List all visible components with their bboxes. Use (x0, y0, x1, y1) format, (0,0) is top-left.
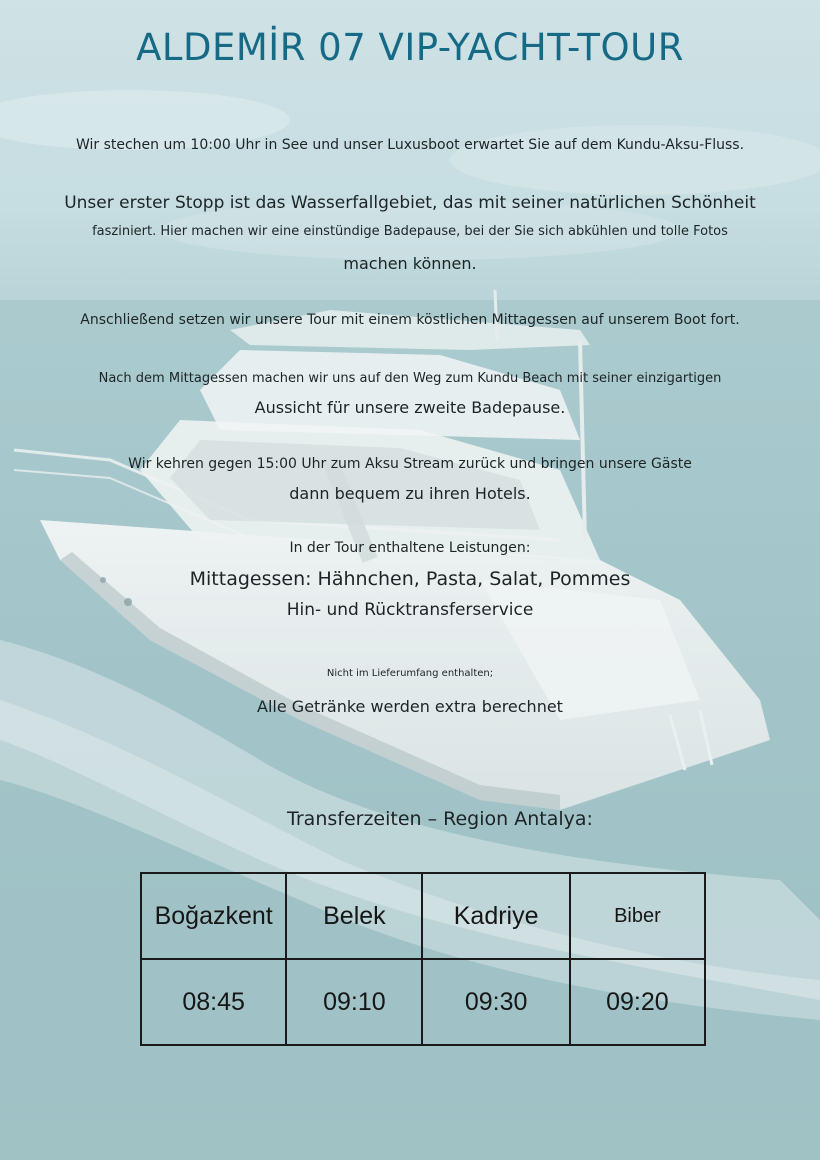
included-heading: In der Tour enthaltene Leistungen: (289, 540, 531, 556)
text-lunch: Anschließend setzen wir unsere Tour mit einem köstlichen Mittagessen auf unserem Boot fort. (80, 312, 740, 328)
location-bogazkent: Boğazkent (141, 873, 286, 959)
transfer-times-table (140, 872, 706, 1046)
text-first-stop-cont: fasziniert. Hier machen wir eine einstündige Badepause, bei der Sie sich abkühlen und tolle Fotos (92, 224, 728, 239)
page-title: ALDEMİR 07 VIP-YACHT-TOUR (136, 26, 684, 69)
text-return-cont: dann bequem zu ihren Hotels. (289, 484, 531, 503)
excluded-item-drinks: Alle Getränke werden extra berechnet (257, 697, 563, 716)
text-start-time: Wir stechen um 10:00 Uhr in See und unser Luxusboot erwartet Sie auf dem Kundu-Aksu-Fluss. (75, 137, 745, 153)
time-belek: 09:10 (286, 959, 422, 1045)
text-first-stop: Unser erster Stopp ist das Wasserfallgebiet, das mit seiner natürlichen Schönheit (64, 193, 756, 213)
text-kundu-beach: Nach dem Mittagessen machen wir uns auf den Weg zum Kundu Beach mit seiner einzigartigen (98, 371, 722, 386)
text-first-stop-end: machen können. (343, 254, 477, 273)
included-item-lunch: Mittagessen: Hähnchen, Pasta, Salat, Pommes (189, 568, 631, 590)
location-biber: Biber (570, 873, 705, 959)
time-biber: 09:20 (570, 959, 705, 1045)
table-row (141, 873, 705, 959)
transfer-heading: Transferzeiten – Region Antalya: (287, 808, 593, 830)
time-bogazkent: 08:45 (141, 959, 286, 1045)
included-item-transfer: Hin- und Rücktransferservice (286, 600, 534, 620)
text-return: Wir kehren gegen 15:00 Uhr zum Aksu Stream zurück und bringen unsere Gäste (128, 456, 692, 472)
location-belek: Belek (286, 873, 422, 959)
excluded-heading: Nicht im Lieferumfang enthalten; (326, 668, 494, 679)
time-kadriye: 09:30 (422, 959, 569, 1045)
text-kundu-beach-cont: Aussicht für unsere zweite Badepause. (254, 398, 566, 417)
location-kadriye: Kadriye (422, 873, 569, 959)
table-row (141, 959, 705, 1045)
